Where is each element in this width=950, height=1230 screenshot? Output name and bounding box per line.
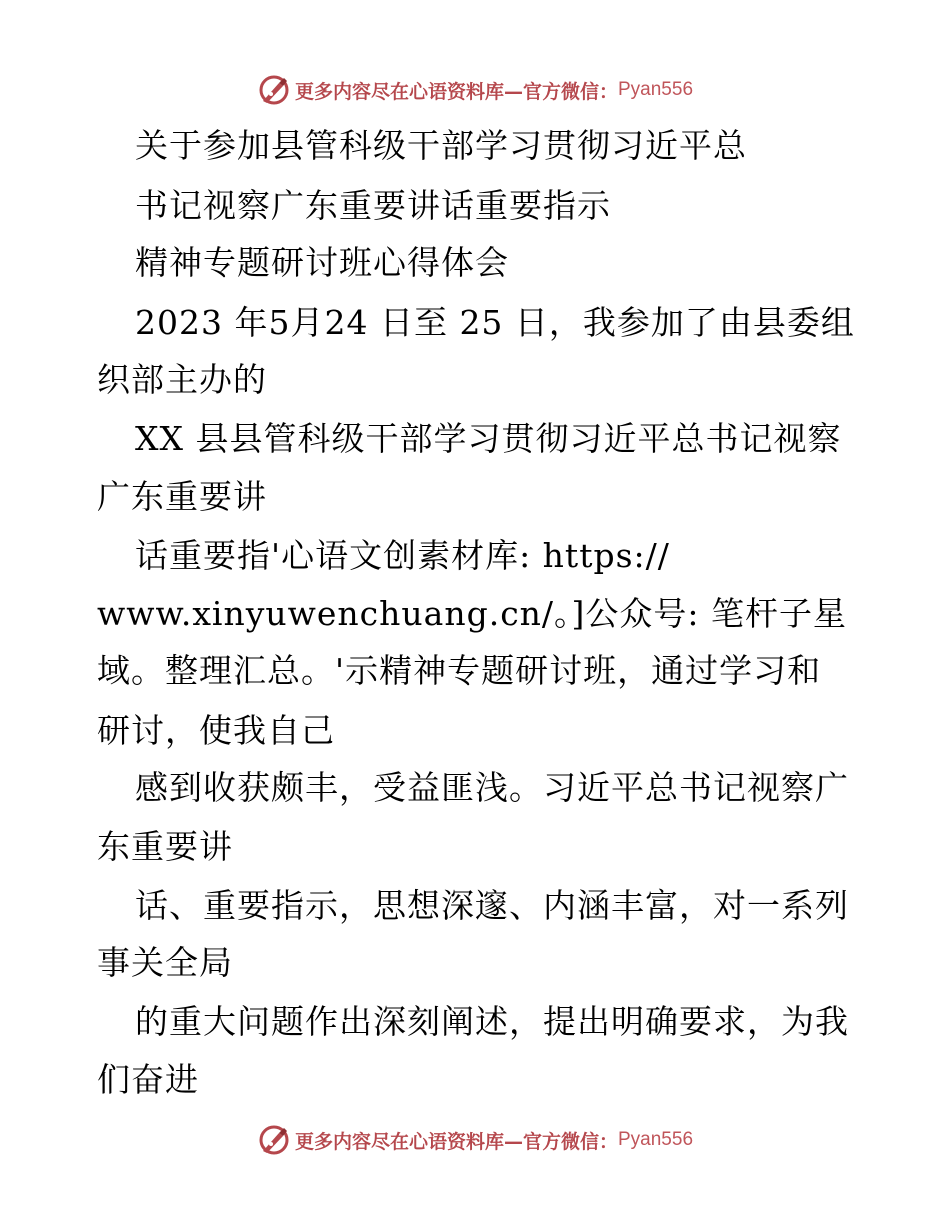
paragraph-line: 们奋进 bbox=[97, 1060, 199, 1099]
paragraph-line: 东重要讲 bbox=[97, 827, 233, 866]
title-line-1: 关于参加县管科级干部学习贯彻习近平总 bbox=[135, 126, 747, 165]
paragraph-line: 话、重要指示，思想深邃、内涵丰富，对一系列 bbox=[135, 886, 849, 925]
banner-ad-text: 更多内容尽在心语资料库—官方微信： bbox=[294, 80, 618, 103]
paragraph-line: www.xinyuwenchuang.cn/。]公众号: 笔杆子星 bbox=[97, 594, 848, 633]
title-line-3: 精神专题研讨班心得体会 bbox=[135, 243, 509, 282]
paragraph-line: 织部主办的 bbox=[97, 360, 267, 399]
banner-wechat-handle: Pyan556 bbox=[618, 1129, 694, 1150]
pen-logo-icon bbox=[257, 1123, 291, 1157]
paragraph-line: 事关全局 bbox=[97, 943, 233, 982]
header-banner bbox=[0, 70, 950, 110]
paragraph-line: 话重要指'心语文创素材库: https:// bbox=[135, 536, 670, 575]
title-line-2: 书记视察广东重要讲话重要指示 bbox=[135, 186, 611, 225]
pen-logo-icon bbox=[257, 73, 291, 107]
paragraph-line: 2023 年5月24 日至 25 日，我参加了由县委组 bbox=[135, 303, 855, 342]
paragraph-line: XX 县县管科级干部学习贯彻习近平总书记视察 bbox=[135, 419, 842, 458]
paragraph-line: 研讨，使我自己 bbox=[97, 711, 335, 750]
paragraph-line: 的重大问题作出深刻阐述，提出明确要求，为我 bbox=[135, 1002, 849, 1041]
footer-banner bbox=[0, 1120, 950, 1160]
banner-wechat-handle: Pyan556 bbox=[618, 79, 694, 100]
paragraph-line: 感到收获颇丰，受益匪浅。习近平总书记视察广 bbox=[135, 768, 849, 807]
paragraph-line: 域。整理汇总。'示精神专题研讨班，通过学习和 bbox=[97, 651, 822, 690]
banner-ad-text: 更多内容尽在心语资料库—官方微信： bbox=[294, 1130, 618, 1153]
paragraph-line: 广东重要讲 bbox=[97, 477, 267, 516]
